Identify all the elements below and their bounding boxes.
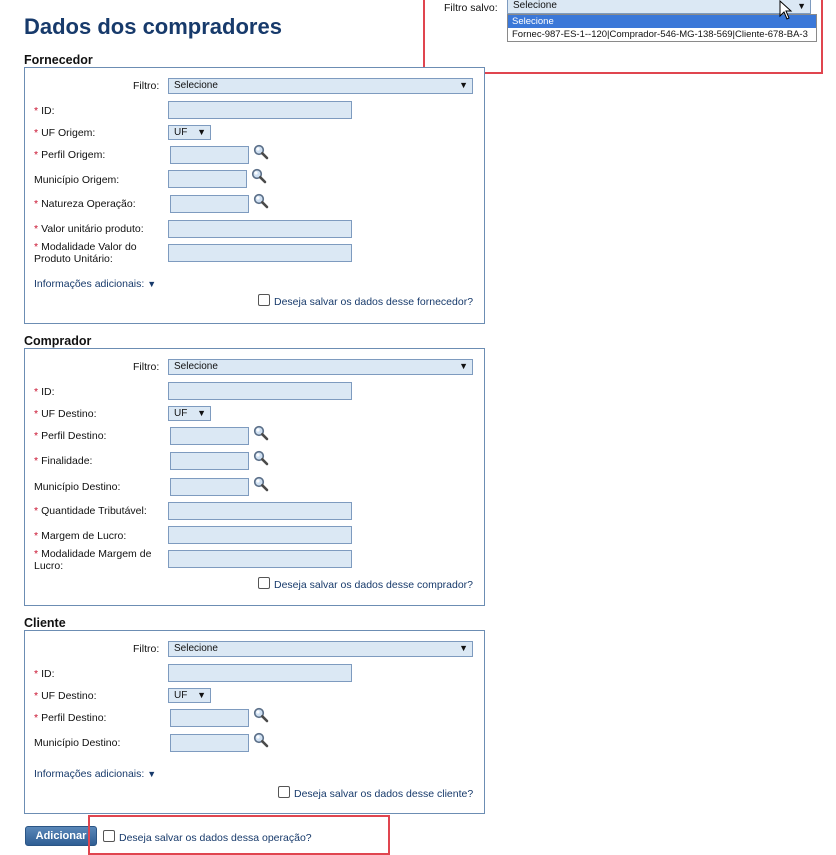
fornecedor-id-input[interactable]	[168, 101, 352, 119]
comprador-modalidade-input[interactable]	[168, 550, 352, 568]
comprador-filter-label: Filtro:	[133, 361, 160, 373]
cliente-perfil-input[interactable]	[170, 709, 249, 727]
comprador-save-checkbox[interactable]	[258, 577, 270, 589]
save-operation-checkbox[interactable]	[103, 830, 115, 842]
cliente-filter-label: Filtro:	[133, 643, 160, 655]
search-icon[interactable]	[253, 450, 269, 466]
comprador-uf-select[interactable]	[168, 406, 211, 421]
fornecedor-save-checkbox-row[interactable]	[258, 294, 473, 308]
comprador-perfil-input[interactable]	[170, 427, 249, 445]
fornecedor-valor-input[interactable]	[168, 220, 352, 238]
fornecedor-save-checkbox[interactable]	[258, 294, 270, 306]
search-icon[interactable]	[253, 144, 269, 160]
comprador-save-label: Deseja salvar os dados desse comprador?	[274, 579, 474, 591]
cliente-save-label: Deseja salvar os dados desse cliente?	[294, 788, 474, 800]
search-icon[interactable]	[253, 707, 269, 723]
comprador-perfil-label: * Perfil Destino:	[34, 430, 107, 442]
comprador-filter-value: Selecione	[174, 361, 218, 372]
mouse-cursor-icon	[779, 0, 793, 20]
cliente-id-label: * ID:	[34, 668, 55, 680]
chevron-down-icon: ▼	[197, 408, 206, 418]
dropdown-option[interactable]: Selecione	[508, 15, 816, 28]
fornecedor-filter-label: Filtro:	[133, 80, 160, 92]
comprador-save-checkbox-row[interactable]	[258, 577, 473, 591]
chevron-down-icon: ▼	[459, 643, 468, 653]
fornecedor-filter-select[interactable]	[168, 78, 473, 94]
uf-value: UF	[174, 127, 188, 138]
fornecedor-perfil-input[interactable]	[170, 146, 249, 164]
saved-filter-value: Selecione	[513, 0, 557, 11]
fornecedor-perfil-label: * Perfil Origem:	[34, 149, 106, 161]
fornecedor-natureza-input[interactable]	[170, 195, 249, 213]
cliente-perfil-label: * Perfil Destino:	[34, 712, 107, 724]
fornecedor-save-label: Deseja salvar os dados desse fornecedor?	[274, 296, 474, 308]
search-icon[interactable]	[253, 193, 269, 209]
fornecedor-natureza-label: * Natureza Operação:	[34, 198, 136, 210]
fornecedor-info-adicionais[interactable]: Informações adicionais: ▼	[34, 278, 157, 290]
cliente-uf-select[interactable]	[168, 688, 211, 703]
comprador-municipio-label: Município Destino:	[34, 481, 121, 493]
search-icon[interactable]	[251, 168, 267, 184]
fornecedor-municipio-input[interactable]	[168, 170, 247, 188]
cliente-info-adicionais[interactable]: Informações adicionais: ▼	[34, 768, 157, 780]
chevron-down-icon: ▼	[147, 279, 157, 289]
cliente-filter-select[interactable]	[168, 641, 473, 657]
search-icon[interactable]	[253, 425, 269, 441]
fornecedor-id-label: * ID:	[34, 105, 55, 117]
saved-filter-select[interactable]	[507, 0, 811, 14]
comprador-margem-label: * Margem de Lucro:	[34, 530, 127, 542]
fornecedor-uf-label: * UF Origem:	[34, 127, 96, 139]
uf-value: UF	[174, 690, 188, 701]
search-icon[interactable]	[253, 476, 269, 492]
saved-filter-label: Filtro salvo:	[444, 2, 498, 14]
comprador-quantidade-label: * Quantidade Tributável:	[34, 505, 147, 517]
comprador-finalidade-label: * Finalidade:	[34, 455, 93, 467]
saved-filter-dropdown	[507, 14, 817, 42]
cliente-save-checkbox[interactable]	[278, 786, 290, 798]
comprador-modalidade-label: * Modalidade Margem de Lucro:	[34, 548, 152, 572]
comprador-id-label: * ID:	[34, 386, 55, 398]
fornecedor-uf-select[interactable]	[168, 125, 211, 140]
search-icon[interactable]	[253, 732, 269, 748]
section-title-comprador: Comprador	[24, 334, 92, 348]
fornecedor-municipio-label: Município Origem:	[34, 174, 120, 186]
comprador-id-input[interactable]	[168, 382, 352, 400]
cliente-municipio-label: Município Destino:	[34, 737, 121, 749]
comprador-quantidade-input[interactable]	[168, 502, 352, 520]
comprador-finalidade-input[interactable]	[170, 452, 249, 470]
chevron-down-icon: ▼	[459, 80, 468, 90]
page-title: Dados dos compradores	[24, 14, 282, 39]
chevron-down-icon: ▼	[197, 690, 206, 700]
chevron-down-icon: ▼	[459, 361, 468, 371]
comprador-municipio-input[interactable]	[170, 478, 249, 496]
fornecedor-modalidade-input[interactable]	[168, 244, 352, 262]
comprador-filter-select[interactable]	[168, 359, 473, 375]
fornecedor-filter-value: Selecione	[174, 80, 218, 91]
chevron-down-icon: ▼	[147, 769, 157, 779]
save-operation-label: Deseja salvar os dados dessa operação?	[119, 832, 312, 844]
section-title-fornecedor: Fornecedor	[24, 53, 93, 67]
add-button[interactable]: Adicionar	[25, 826, 97, 846]
cliente-municipio-input[interactable]	[170, 734, 249, 752]
comprador-uf-label: * UF Destino:	[34, 408, 97, 420]
dropdown-option[interactable]: Fornec-987-ES-1--120|Comprador-546-MG-138-569|Cliente-678-BA-3	[512, 29, 808, 40]
comprador-margem-input[interactable]	[168, 526, 352, 544]
section-title-cliente: Cliente	[24, 616, 66, 630]
uf-value: UF	[174, 408, 188, 419]
cliente-save-checkbox-row[interactable]	[278, 786, 473, 800]
chevron-down-icon: ▼	[197, 127, 206, 137]
chevron-down-icon: ▼	[797, 1, 806, 11]
save-operation-checkbox-row[interactable]	[103, 830, 312, 844]
cliente-id-input[interactable]	[168, 664, 352, 682]
fornecedor-valor-label: * Valor unitário produto:	[34, 223, 144, 235]
cliente-filter-value: Selecione	[174, 643, 218, 654]
cliente-uf-label: * UF Destino:	[34, 690, 97, 702]
fornecedor-modalidade-label: * Modalidade Valor do Produto Unitário:	[34, 241, 137, 265]
